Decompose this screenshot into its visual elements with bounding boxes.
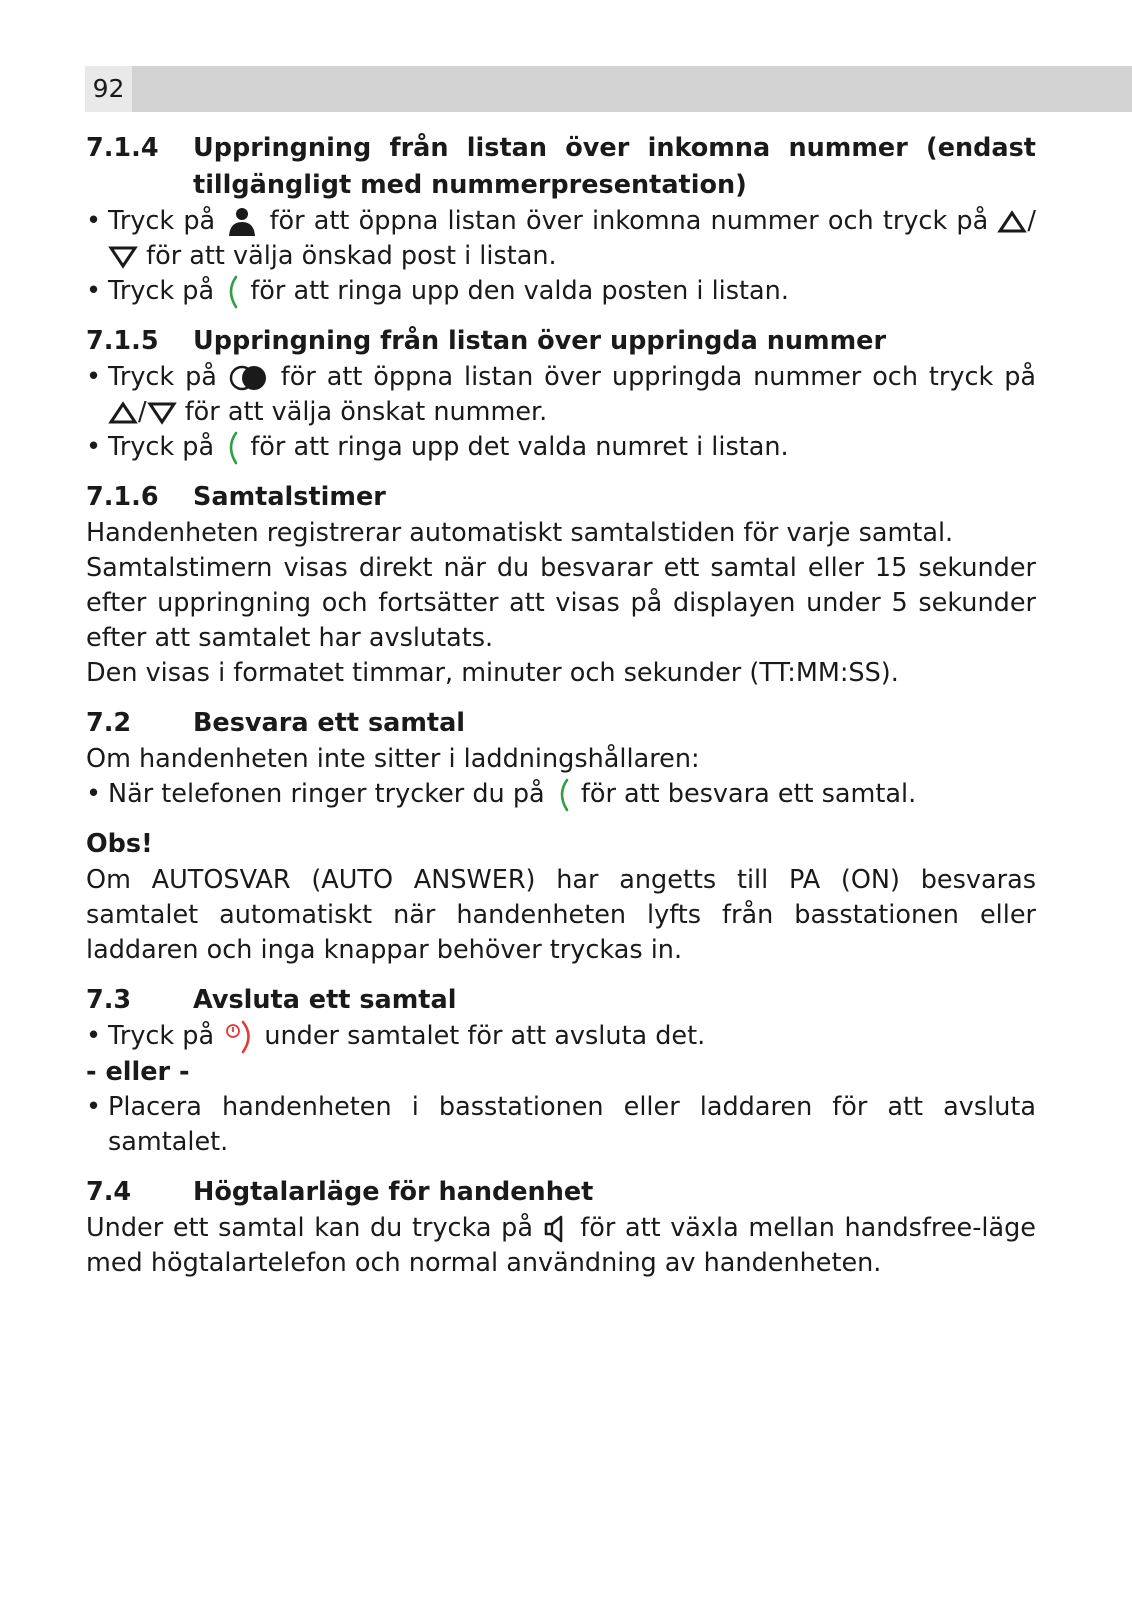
bullet: • <box>86 276 102 306</box>
heading-7-3 <box>86 982 1036 1019</box>
section-number: 7.1.6 <box>86 482 159 512</box>
header-bar <box>85 66 1132 112</box>
or-separator: - eller - <box>86 1057 190 1087</box>
section-number: 7.1.5 <box>86 326 159 356</box>
end-call-icon <box>222 1019 256 1055</box>
call-icon <box>553 778 573 812</box>
section-title: Samtalstimer <box>193 482 386 512</box>
paragraph: Om handenheten inte sitter i laddningshållaren: <box>86 744 700 774</box>
heading-7-1-6 <box>86 479 1036 516</box>
down-arrow-icon <box>147 401 177 425</box>
redial-icon <box>228 364 270 392</box>
list-item: • När telefonen ringer trycker du på för att besvara ett samtal. <box>86 777 1036 812</box>
heading-7-1-4 <box>86 130 1036 204</box>
list-item: • Tryck på för att ringa upp den valda posten i listan. <box>86 274 1036 309</box>
paragraph: Under ett samtal kan du trycka på för att växla mellan handsfree-läge med högtalartelefon och normal användning av handenheten. <box>86 1213 1036 1278</box>
section-number: 7.3 <box>86 985 132 1015</box>
heading-7-4 <box>86 1174 1036 1211</box>
paragraph: Samtalstimern visas direkt när du besvarar ett samtal eller 15 sekunder efter uppringning och fortsätter att visas på displayen under 5 sekunder efter att samtalet har avslutats. <box>86 553 1036 653</box>
page-number: 92 <box>85 66 132 112</box>
speaker-icon <box>543 1214 571 1244</box>
bullet: • <box>86 432 102 462</box>
section-title: Uppringning från listan över uppringda nummer <box>193 326 887 356</box>
page-content <box>86 130 1036 1281</box>
down-arrow-icon <box>108 245 138 269</box>
list-item: • Tryck på för att ringa upp det valda numret i listan. <box>86 430 1036 465</box>
bullet: • <box>86 1092 102 1122</box>
section-title: Uppringning från listan över inkomna nummer (endast tillgängligt med nummerpresentation) <box>193 133 1036 200</box>
call-icon <box>222 275 242 309</box>
heading-7-1-5 <box>86 323 1036 360</box>
person-icon <box>224 207 260 237</box>
section-number: 7.2 <box>86 708 132 738</box>
section-number: 7.4 <box>86 1177 132 1207</box>
bullet: • <box>86 779 102 809</box>
note-title: Obs! <box>86 829 153 859</box>
bullet: • <box>86 1021 102 1051</box>
list-item: • Tryck på för att öppna listan över uppringda nummer och tryck på / för att välja önskat nummer. <box>86 360 1036 430</box>
bullet: • <box>86 362 102 392</box>
note-heading <box>86 826 1036 863</box>
list-item: • Placera handenheten i basstationen eller laddaren för att avsluta samtalet. <box>86 1090 1036 1160</box>
paragraph: Handenheten registrerar automatiskt samtalstiden för varje samtal. <box>86 518 954 548</box>
heading-7-2 <box>86 705 1036 742</box>
list-item: • Tryck på för att öppna listan över inkomna nummer och tryck på / för att välja önskad post i listan. <box>86 204 1036 274</box>
bullet: • <box>86 206 102 236</box>
section-title: Högtalarläge för handenhet <box>193 1177 594 1207</box>
call-icon <box>222 431 242 465</box>
note-text: Om AUTOSVAR (AUTO ANSWER) har angetts till PA (ON) besvaras samtalet automatiskt när handenheten lyfts från basstationen eller laddaren och inga knappar behöver tryckas in. <box>86 865 1036 965</box>
section-title: Avsluta ett samtal <box>193 985 457 1015</box>
section-title: Besvara ett samtal <box>193 708 466 738</box>
up-arrow-icon <box>108 401 138 425</box>
section-number: 7.1.4 <box>86 133 159 163</box>
paragraph: Den visas i formatet timmar, minuter och sekunder (TT:MM:SS). <box>86 658 899 688</box>
list-item: • Tryck på under samtalet för att avsluta det. <box>86 1019 1036 1055</box>
up-arrow-icon <box>997 210 1027 234</box>
